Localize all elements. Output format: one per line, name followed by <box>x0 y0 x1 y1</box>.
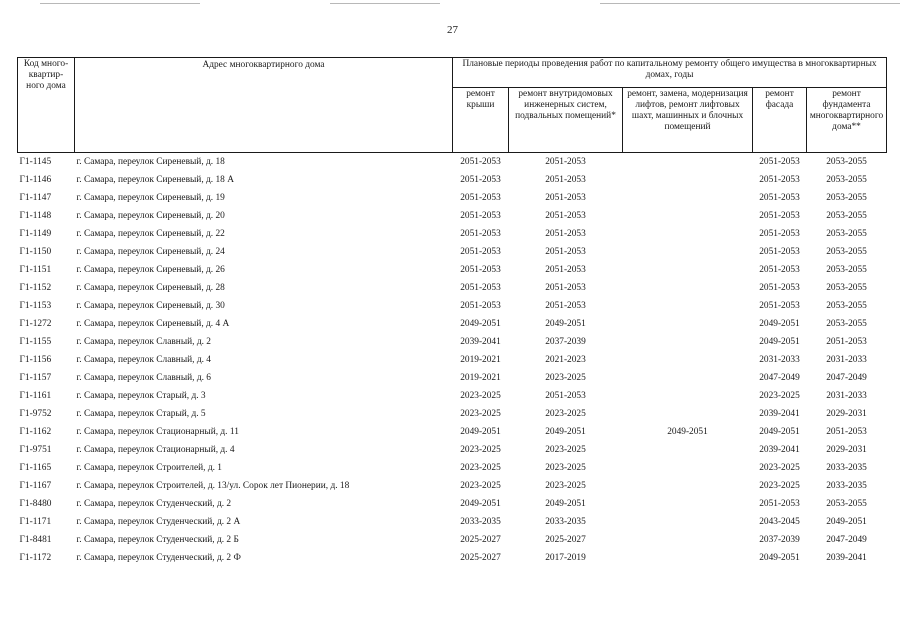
cell-foundation: 2053-2055 <box>826 192 867 203</box>
cell-engineering: 2023-2025 <box>545 408 586 419</box>
table-row <box>18 423 887 441</box>
cell-foundation: 2053-2055 <box>826 228 867 239</box>
cell-code: Г1-9751 <box>19 444 52 455</box>
cell-foundation: 2053-2055 <box>826 282 867 293</box>
cell-engineering: 2051-2053 <box>545 156 586 167</box>
cell-engineering: 2051-2053 <box>545 192 586 203</box>
cell-address: г. Самара, переулок Сиреневый, д. 4 А <box>76 318 230 329</box>
cell-roof: 2051-2053 <box>460 300 501 311</box>
cell-code: Г1-1155 <box>19 336 52 347</box>
cell-facade: 2051-2053 <box>759 282 800 293</box>
table-row <box>18 459 887 477</box>
cell-facade: 2051-2053 <box>759 498 800 509</box>
cell-engineering: 2051-2053 <box>545 246 586 257</box>
cell-facade: 2051-2053 <box>759 264 800 275</box>
cell-roof: 2051-2053 <box>460 210 501 221</box>
cell-engineering: 2051-2053 <box>545 228 586 239</box>
cell-facade: 2047-2049 <box>759 372 800 383</box>
cell-roof: 2051-2053 <box>460 228 501 239</box>
cell-engineering: 2025-2027 <box>545 534 586 545</box>
cell-engineering: 2033-2035 <box>545 516 586 527</box>
cell-roof: 2051-2053 <box>460 174 501 185</box>
cell-code: Г1-1157 <box>19 372 52 383</box>
cell-foundation: 2047-2049 <box>826 372 867 383</box>
cell-elevators <box>623 549 753 567</box>
cell-engineering: 2023-2025 <box>545 372 586 383</box>
table-row <box>18 207 887 225</box>
cell-code: Г1-1162 <box>19 426 52 437</box>
table-row <box>18 189 887 207</box>
cell-code: Г1-1149 <box>19 228 52 239</box>
cell-facade: 2051-2053 <box>759 210 800 221</box>
cell-roof: 2049-2051 <box>460 498 501 509</box>
cell-address: г. Самара, переулок Сиреневый, д. 22 <box>76 228 225 239</box>
cell-facade: 2049-2051 <box>759 426 800 437</box>
cell-roof: 2039-2041 <box>460 336 501 347</box>
table-row <box>18 333 887 351</box>
cell-facade: 2039-2041 <box>759 444 800 455</box>
cell-roof: 2025-2027 <box>460 534 501 545</box>
cell-address: г. Самара, переулок Сиреневый, д. 18 <box>76 156 225 167</box>
cell-elevators <box>623 243 753 261</box>
cell-code: Г1-1171 <box>19 516 52 527</box>
cell-foundation: 2031-2033 <box>826 390 867 401</box>
cell-elevators <box>623 207 753 225</box>
cell-roof: 2033-2035 <box>460 516 501 527</box>
cell-code: Г1-1148 <box>19 210 52 221</box>
table-row <box>18 441 887 459</box>
cell-foundation: 2053-2055 <box>826 318 867 329</box>
cell-facade: 2051-2053 <box>759 156 800 167</box>
cell-facade: 2051-2053 <box>759 246 800 257</box>
cell-address: г. Самара, переулок Строителей, д. 1 <box>76 462 222 473</box>
cell-elevators <box>623 387 753 405</box>
cell-code: Г1-9752 <box>19 408 52 419</box>
header-engineering: ремонт внутридомовых инженерных систем, подвальных помещений* <box>509 88 623 153</box>
cell-facade: 2023-2025 <box>759 390 800 401</box>
cell-elevators <box>623 225 753 243</box>
cell-foundation: 2029-2031 <box>826 444 867 455</box>
table-row <box>18 387 887 405</box>
cell-address: г. Самара, переулок Строителей, д. 13/ул. Сорок лет Пионерии, д. 18 <box>76 480 350 491</box>
cell-foundation: 2053-2055 <box>826 174 867 185</box>
cell-foundation: 2039-2041 <box>826 552 867 563</box>
header-elevators: ремонт, замена, модернизация лифтов, ремонт лифтовых шахт, машинных и блочных помещений <box>623 88 753 153</box>
cell-foundation: 2047-2049 <box>826 534 867 545</box>
cell-roof: 2025-2027 <box>460 552 501 563</box>
cell-roof: 2051-2053 <box>460 246 501 257</box>
cell-code: Г1-1146 <box>19 174 52 185</box>
cell-code: Г1-1165 <box>19 462 52 473</box>
cell-facade: 2049-2051 <box>759 318 800 329</box>
cell-code: Г1-1156 <box>19 354 52 365</box>
cell-engineering: 2051-2053 <box>545 390 586 401</box>
cell-engineering: 2023-2025 <box>545 480 586 491</box>
table-row <box>18 315 887 333</box>
cell-engineering: 2049-2051 <box>545 498 586 509</box>
cell-elevators <box>623 279 753 297</box>
cell-engineering: 2023-2025 <box>545 444 586 455</box>
cell-address: г. Самара, переулок Студенческий, д. 2 Ф <box>76 552 241 563</box>
header-foundation: ремонт фундамента многоквартирного дома** <box>807 88 887 153</box>
header-code: Код много-квартир-ного дома <box>18 58 75 153</box>
table-row <box>18 171 887 189</box>
cell-elevators <box>623 333 753 351</box>
cell-engineering: 2037-2039 <box>545 336 586 347</box>
table-row <box>18 261 887 279</box>
cell-address: г. Самара, переулок Старый, д. 3 <box>76 390 206 401</box>
cell-elevators <box>623 369 753 387</box>
table-row <box>18 477 887 495</box>
cell-foundation: 2053-2055 <box>826 246 867 257</box>
cell-foundation: 2033-2035 <box>826 462 867 473</box>
cell-foundation: 2053-2055 <box>826 156 867 167</box>
cell-foundation: 2029-2031 <box>826 408 867 419</box>
cell-facade: 2023-2025 <box>759 480 800 491</box>
header-address: Адрес многоквартирного дома <box>75 58 453 153</box>
cell-code: Г1-1161 <box>19 390 52 401</box>
cell-facade: 2051-2053 <box>759 300 800 311</box>
cell-code: Г1-1150 <box>19 246 52 257</box>
cell-facade: 2031-2033 <box>759 354 800 365</box>
table-row <box>18 495 887 513</box>
cell-elevators <box>623 351 753 369</box>
cell-facade: 2051-2053 <box>759 174 800 185</box>
cell-elevators <box>623 459 753 477</box>
cell-facade: 2043-2045 <box>759 516 800 527</box>
cell-address: г. Самара, переулок Стационарный, д. 11 <box>76 426 239 437</box>
cell-engineering: 2017-2019 <box>545 552 586 563</box>
cell-roof: 2051-2053 <box>460 282 501 293</box>
cell-foundation: 2053-2055 <box>826 264 867 275</box>
cell-elevators <box>623 171 753 189</box>
cell-facade: 2023-2025 <box>759 462 800 473</box>
cell-roof: 2051-2053 <box>460 156 501 167</box>
cell-elevators <box>623 495 753 513</box>
cell-engineering: 2051-2053 <box>545 264 586 275</box>
cell-elevators <box>623 513 753 531</box>
table-row <box>18 297 887 315</box>
scan-artifact-line <box>330 3 440 4</box>
cell-address: г. Самара, переулок Студенческий, д. 2 <box>76 498 232 509</box>
cell-foundation: 2053-2055 <box>826 498 867 509</box>
cell-facade: 2037-2039 <box>759 534 800 545</box>
cell-elevators <box>623 405 753 423</box>
cell-roof: 2023-2025 <box>460 390 501 401</box>
cell-engineering: 2049-2051 <box>545 426 586 437</box>
cell-roof: 2051-2053 <box>460 192 501 203</box>
cell-code: Г1-1151 <box>19 264 52 275</box>
cell-foundation: 2053-2055 <box>826 300 867 311</box>
cell-roof: 2023-2025 <box>460 480 501 491</box>
cell-elevators <box>623 477 753 495</box>
cell-address: г. Самара, переулок Сиреневый, д. 28 <box>76 282 225 293</box>
cell-elevators <box>623 261 753 279</box>
table-row <box>18 405 887 423</box>
cell-code: Г1-1145 <box>19 156 52 167</box>
header-roof: ремонт крыши <box>453 88 509 153</box>
cell-roof: 2023-2025 <box>460 444 501 455</box>
cell-elevators <box>623 531 753 549</box>
table-row <box>18 225 887 243</box>
table-row <box>18 279 887 297</box>
cell-roof: 2049-2051 <box>460 426 501 437</box>
cell-elevators <box>623 441 753 459</box>
cell-address: г. Самара, переулок Славный, д. 2 <box>76 336 211 347</box>
cell-foundation: 2049-2051 <box>826 516 867 527</box>
cell-engineering: 2049-2051 <box>545 318 586 329</box>
cell-code: Г1-8481 <box>19 534 52 545</box>
cell-foundation: 2031-2033 <box>826 354 867 365</box>
cell-code: Г1-1147 <box>19 192 52 203</box>
cell-elevators: 2049-2051 <box>667 426 708 437</box>
table-row <box>18 351 887 369</box>
cell-engineering: 2051-2053 <box>545 282 586 293</box>
cell-address: г. Самара, переулок Сиреневый, д. 19 <box>76 192 225 203</box>
cell-foundation: 2053-2055 <box>826 210 867 221</box>
cell-address: г. Самара, переулок Славный, д. 6 <box>76 372 211 383</box>
cell-roof: 2019-2021 <box>460 372 501 383</box>
cell-engineering: 2021-2023 <box>545 354 586 365</box>
cell-address: г. Самара, переулок Сиреневый, д. 26 <box>76 264 225 275</box>
cell-address: г. Самара, переулок Стационарный, д. 4 <box>76 444 235 455</box>
page-number: 27 <box>447 24 458 36</box>
cell-address: г. Самара, переулок Славный, д. 4 <box>76 354 211 365</box>
cell-roof: 2051-2053 <box>460 264 501 275</box>
cell-code: Г1-1172 <box>19 552 52 563</box>
cell-address: г. Самара, переулок Студенческий, д. 2 А <box>76 516 241 527</box>
cell-elevators <box>623 153 753 172</box>
cell-code: Г1-1272 <box>19 318 52 329</box>
cell-roof: 2023-2025 <box>460 462 501 473</box>
cell-elevators <box>623 189 753 207</box>
scan-artifact-line <box>40 3 200 4</box>
cell-facade: 2039-2041 <box>759 408 800 419</box>
table-row <box>18 153 887 172</box>
repair-schedule-table <box>17 57 887 567</box>
scan-artifact-line <box>600 3 900 4</box>
table-row <box>18 243 887 261</box>
cell-code: Г1-1153 <box>19 300 52 311</box>
header-periods: Плановые периоды проведения работ по капитальному ремонту общего имущества в многоквартирных домах, годы <box>453 58 887 88</box>
cell-code: Г1-1167 <box>19 480 52 491</box>
table-row <box>18 369 887 387</box>
cell-engineering: 2051-2053 <box>545 300 586 311</box>
cell-facade: 2049-2051 <box>759 336 800 347</box>
cell-code: Г1-1152 <box>19 282 52 293</box>
cell-foundation: 2051-2053 <box>826 426 867 437</box>
cell-roof: 2019-2021 <box>460 354 501 365</box>
cell-address: г. Самара, переулок Сиреневый, д. 30 <box>76 300 225 311</box>
cell-address: г. Самара, переулок Сиреневый, д. 20 <box>76 210 225 221</box>
cell-address: г. Самара, переулок Сиреневый, д. 18 А <box>76 174 234 185</box>
cell-address: г. Самара, переулок Старый, д. 5 <box>76 408 206 419</box>
cell-code: Г1-8480 <box>19 498 52 509</box>
cell-elevators <box>623 297 753 315</box>
cell-facade: 2051-2053 <box>759 192 800 203</box>
table-row <box>18 531 887 549</box>
cell-address: г. Самара, переулок Сиреневый, д. 24 <box>76 246 225 257</box>
cell-foundation: 2051-2053 <box>826 336 867 347</box>
cell-roof: 2023-2025 <box>460 408 501 419</box>
cell-facade: 2049-2051 <box>759 552 800 563</box>
header-facade: ремонт фасада <box>753 88 807 153</box>
cell-engineering: 2023-2025 <box>545 462 586 473</box>
cell-facade: 2051-2053 <box>759 228 800 239</box>
cell-engineering: 2051-2053 <box>545 174 586 185</box>
cell-elevators <box>623 315 753 333</box>
cell-foundation: 2033-2035 <box>826 480 867 491</box>
cell-engineering: 2051-2053 <box>545 210 586 221</box>
table-row <box>18 549 887 567</box>
cell-roof: 2049-2051 <box>460 318 501 329</box>
table-row <box>18 513 887 531</box>
cell-address: г. Самара, переулок Студенческий, д. 2 Б <box>76 534 239 545</box>
